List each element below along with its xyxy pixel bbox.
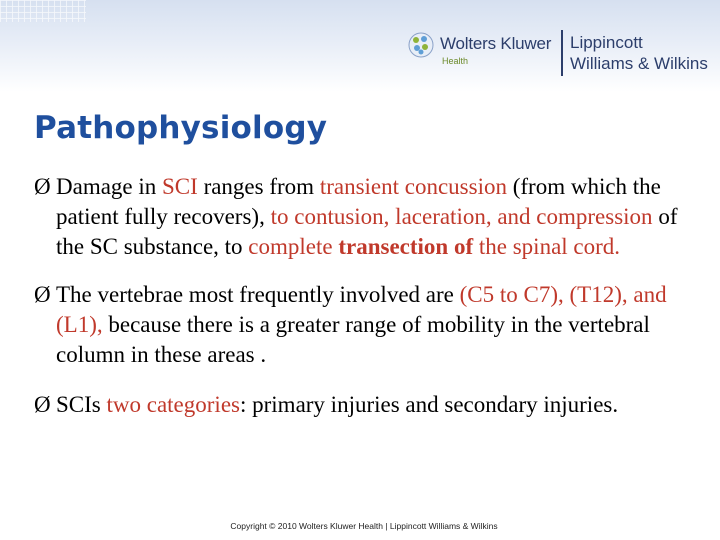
copyright-footer: Copyright © 2010 Wolters Kluwer Health | Lippincott Williams & Wilkins <box>230 521 498 531</box>
logo-brand-text: Wolters Kluwer <box>440 34 552 53</box>
globe-logo-icon <box>408 32 434 58</box>
highlight-text: to contusion, laceration, and compression <box>270 204 653 229</box>
logo-imprint-line1: Lippincott <box>570 33 643 52</box>
bullet-item <box>34 280 694 370</box>
logo-sub-brand-text: Health <box>442 56 469 66</box>
logo-divider <box>561 30 563 76</box>
text-run: SCIs <box>56 392 107 417</box>
bullet-list <box>34 172 694 420</box>
bullet-arrow-icon: Ø <box>34 392 51 417</box>
text-run: : primary injuries and secondary injuries. <box>239 392 619 417</box>
highlight-bold-text: transection of <box>338 234 474 259</box>
logo-imprint-line2: Williams & Wilkins <box>570 54 708 73</box>
text-run: (from which the patient fully recovers), <box>56 174 661 229</box>
bullet-item <box>34 172 694 262</box>
highlight-text: two categories <box>106 392 240 417</box>
text-run: because there is a greater range of mobility in the vertebral column in these areas . <box>56 312 650 367</box>
highlight-text: SCI <box>162 174 198 199</box>
text-run: Damage in <box>56 174 163 199</box>
highlight-text: complete <box>248 234 339 259</box>
decorative-grid <box>0 0 86 22</box>
publisher-logo <box>404 28 716 80</box>
slide-title: Pathophysiology <box>34 110 328 146</box>
bullet-arrow-icon: Ø <box>34 174 51 199</box>
highlight-text: transient concussion <box>319 174 507 199</box>
text-run: of the SC substance, to <box>56 204 678 259</box>
highlight-text: (C5 to C7), (T12), and (L1), <box>56 282 667 337</box>
text-run: The vertebrae most frequently involved are <box>56 282 460 307</box>
text-run: ranges from <box>197 174 320 199</box>
bullet-item <box>34 390 694 420</box>
bullet-arrow-icon: Ø <box>34 282 51 307</box>
highlight-text: the spinal cord. <box>473 234 621 259</box>
